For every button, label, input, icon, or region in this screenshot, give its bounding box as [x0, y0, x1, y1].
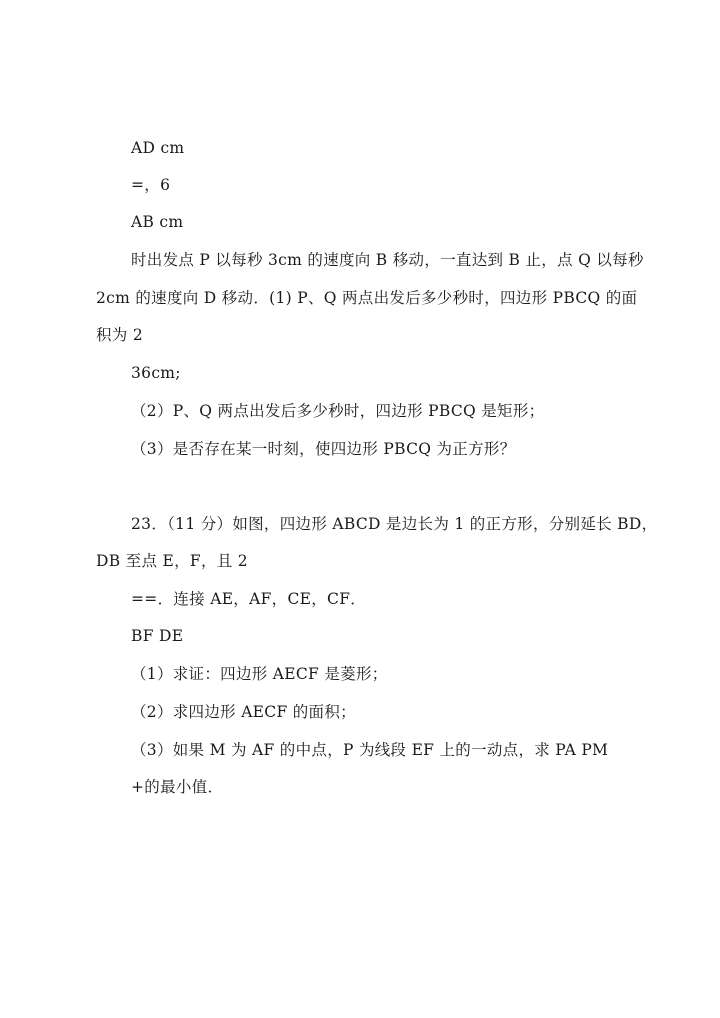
problem-heading: 23．（11 分）如图，四边形 ABCD 是边长为 1 的正方形，分别延长 BD， [131, 515, 658, 533]
text-line: 2cm 的速度向 D 移动．(1) P、Q 两点出发后多少秒时，四边形 PBCQ 的面 [96, 289, 638, 307]
text-line: +的最小值． [131, 778, 224, 796]
text-line: 时出发点 P 以每秒 3cm 的速度向 B 移动，一直达到 B 止，点 Q 以每秒 [131, 251, 644, 269]
text-line: AD cm [131, 139, 185, 157]
text-line: =，6 [131, 176, 171, 194]
question-item: （1）求证：四边形 AECF 是菱形； [131, 665, 388, 683]
question-item: （2）求四边形 AECF 的面积； [131, 703, 356, 721]
question-item: （2）P、Q 两点出发后多少秒时，四边形 PBCQ 是矩形； [131, 402, 545, 420]
text-line: DB 至点 E，F，且 2 [96, 552, 248, 570]
question-item: （3）是否存在某一时刻，使四边形 PBCQ 为正方形？ [131, 440, 516, 458]
question-item: （3）如果 M 为 AF 的中点，P 为线段 EF 上的一动点，求 PA PM [131, 741, 609, 759]
text-line: 36cm; [131, 364, 181, 382]
text-line: 积为 2 [96, 326, 143, 344]
text-line: AB cm [131, 213, 184, 231]
text-line: BF DE [131, 627, 184, 645]
text-line: ==．连接 AE，AF，CE，CF． [131, 590, 367, 608]
